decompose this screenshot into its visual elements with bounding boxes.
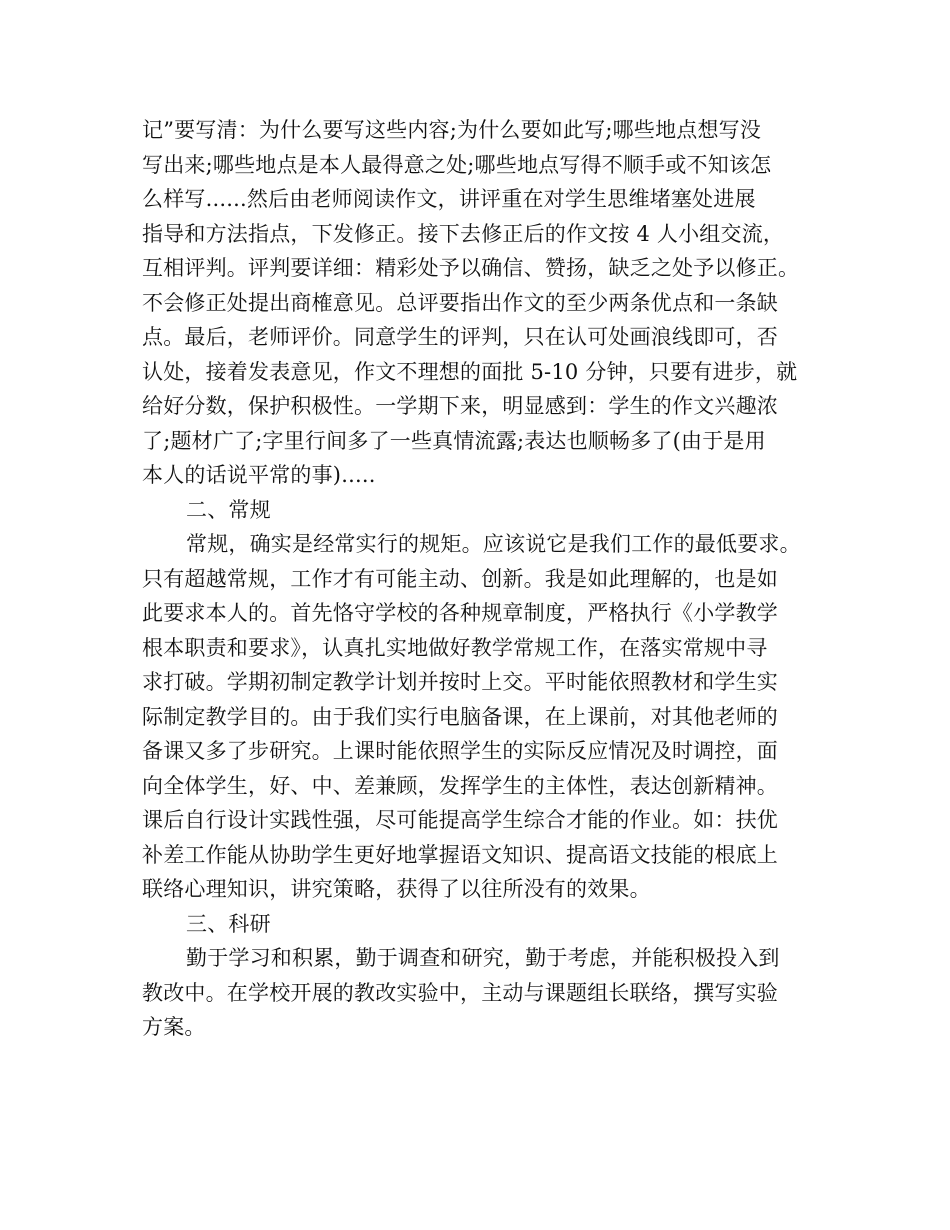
paragraph-1-line: 互相评判。评判要详细：精彩处予以确信、赞扬，缺乏之处予以修正。 [142, 256, 800, 280]
paragraph-2-line: 此要求本人的。首先恪守学校的各种规章制度，严格执行《小学教学 [142, 601, 778, 625]
paragraph-2-line: 联络心理知识，讲究策略，获得了以往所没有的效果。 [142, 877, 651, 901]
section-heading-routine: 二、常规 [186, 497, 271, 522]
paragraph-2-line: 际制定教学目的。由于我们实行电脑备课，在上课前，对其他老师的 [142, 704, 778, 729]
paragraph-1-line: 本人的话说平常的事)..... [142, 463, 376, 487]
paragraph-2-line: 只有超越常规，工作才有可能主动、创新。我是如此理解的，也是如 [142, 566, 778, 591]
paragraph-2-line: 备课又多了步研究。上课时能依照学生的实际反应情况及时调控，面 [142, 739, 778, 763]
paragraph-2-line: 求打破。学期初制定教学计划并按时上交。平时能依照教材和学生实 [142, 670, 778, 694]
paragraph-2-line: 根本职责和要求》，认真扎实地做好教学常规工作，在落实常规中寻 [142, 635, 768, 660]
paragraph-1-line: 了;题材广了;字里行间多了一些真情流露;表达也顺畅多了(由于是用 [142, 428, 766, 453]
paragraph-3-line: 勤于学习和积累，勤于调查和研究，勤于考虑，并能积极投入到 [186, 946, 780, 970]
section-heading-research: 三、科研 [186, 911, 271, 936]
paragraph-1-line: 记”要写清：为什么要写这些内容;为什么要如此写;哪些地点想写没 [142, 118, 762, 142]
paragraph-3-line: 方案。 [142, 1015, 206, 1039]
paragraph-1-line: 写出来;哪些地点是本人最得意之处;哪些地点写得不顺手或不知该怎 [142, 152, 772, 177]
paragraph-2-line: 补差工作能从协助学生更好地掌握语文知识、提高语文技能的根底上 [142, 842, 778, 867]
document-body [142, 113, 832, 1045]
paragraph-1-line: 给好分数，保护积极性。一学期下来，明显感到：学生的作文兴趣浓 [142, 394, 778, 418]
paragraph-1-line: 指导和方法指点，下发修正。接下去修正后的作文按 4 人小组交流， [142, 221, 785, 246]
paragraph-1-line: 不会修正处提出商榷意见。总评要指出作文的至少两条优点和一条缺 [142, 290, 778, 315]
paragraph-2-line: 常规，确实是经常实行的规矩。应该说它是我们工作的最低要求。 [186, 532, 801, 556]
paragraph-2-line: 向全体学生，好、中、差兼顾，发挥学生的主体性，表达创新精神。 [142, 773, 778, 798]
paragraph-3-line: 教改中。在学校开展的教改实验中，主动与课题组长联络，撰写实验 [142, 980, 778, 1005]
paragraph-1-line: 认处，接着发表意见，作文不理想的面批 5-10 分钟，只要有进步，就 [142, 359, 798, 384]
paragraph-1-line: 么样写......然后由老师阅读作文，讲评重在对学生思维堵塞处进展 [142, 187, 756, 211]
paragraph-1-line: 点。最后，老师评价。同意学生的评判，只在认可处画浪线即可，否 [142, 325, 778, 349]
paragraph-2-line: 课后自行设计实践性强，尽可能提高学生综合才能的作业。如：扶优 [142, 808, 778, 832]
